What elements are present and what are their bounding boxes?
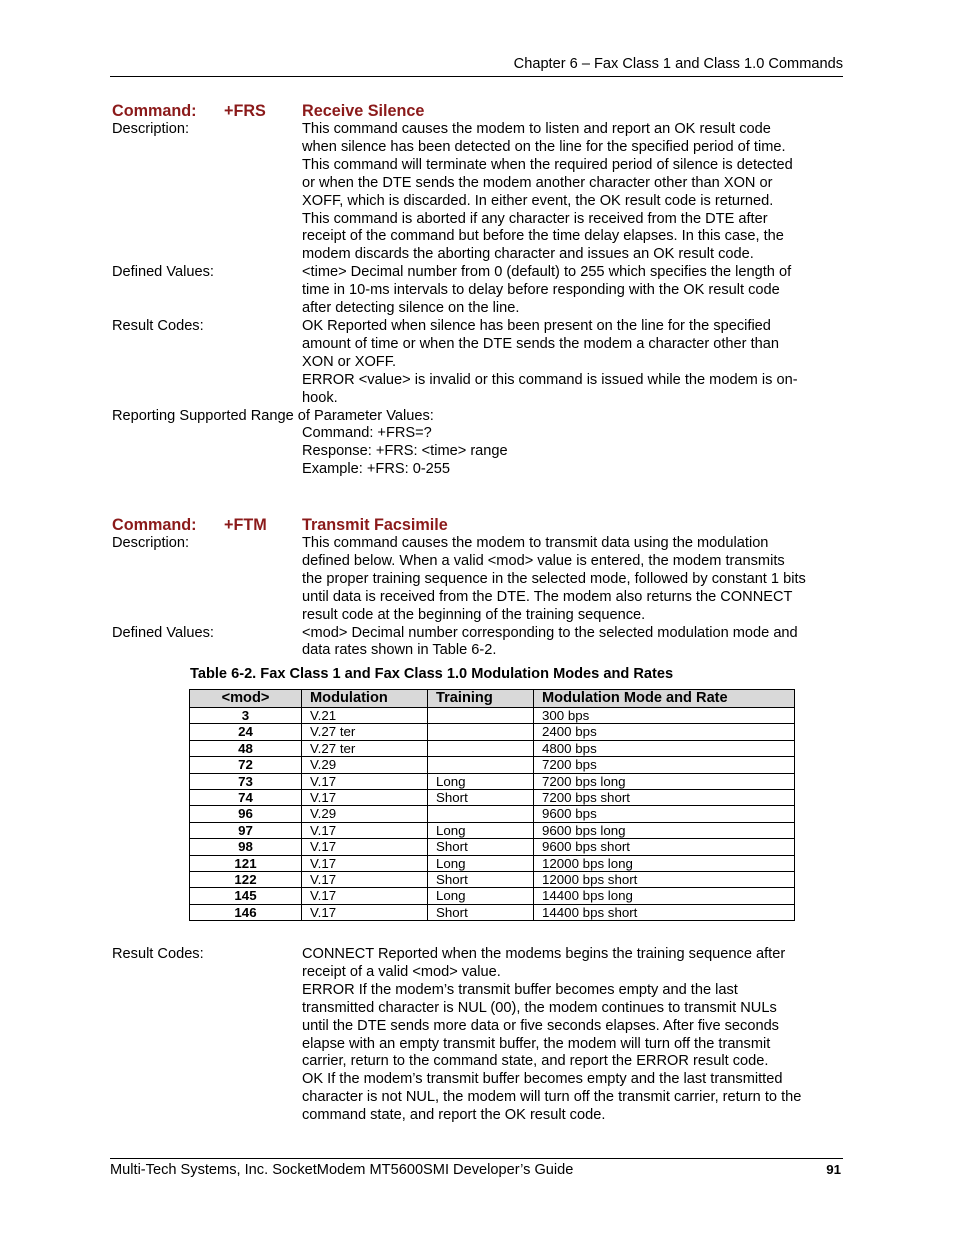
cell-training: Short [428,839,534,855]
cell-mod: 24 [190,724,302,740]
result-codes-row [112,946,844,1125]
text-line: until the DTE sends more data or five seconds elapses. After five seconds [302,1017,779,1034]
text-line: character is not NUL, the modem will turn off the transmit carrier, return to the [302,1089,802,1106]
text-line: receipt of a valid <mod> value. [302,963,501,980]
text-line: This command causes the modem to transmit data using the modulation [302,535,769,551]
column-header-modulation: Modulation [302,690,428,708]
text-line: command state, and report the OK result code. [302,1107,606,1124]
text-line: OK If the modem’s transmit buffer becomes empty and the last transmitted [302,1071,783,1088]
cell-training [428,757,534,773]
cell-modulation: V.29 [302,806,428,822]
table-caption: Table 6-2. Fax Class 1 and Fax Class 1.0 Modulation Modes and Rates [190,666,674,682]
cell-training [428,806,534,822]
text-line: <time> Decimal number from 0 (default) to 255 which specifies the length of [302,264,792,281]
page-footer [110,1158,843,1179]
description-row [112,121,844,264]
table-row [190,904,795,920]
cell-mod: 146 [190,904,302,920]
ftm-result-codes-section [112,946,844,1125]
cell-mode-rate: 9600 bps long [534,822,795,838]
text-line: hook. [302,389,338,406]
cell-mode-rate: 7200 bps long [534,773,795,789]
table-row [190,724,795,740]
text-line: Command: +FRS=? [302,425,432,442]
cell-training: Long [428,773,534,789]
text-line: amount of time or when the DTE sends the modem a character other than [302,335,779,352]
text-line: carrier, return to the command state, and report the ERROR result code. [302,1053,769,1070]
table-row [190,872,795,888]
cell-mode-rate: 2400 bps [534,724,795,740]
description-text [302,535,844,625]
text-line: modem discards the aborting character and issues an OK result code. [302,246,754,263]
cell-mod: 74 [190,790,302,806]
table-row [190,757,795,773]
cell-modulation: V.17 [302,904,428,920]
text-line: time in 10-ms intervals to delay before responding with the OK result code [302,282,780,299]
cell-mode-rate: 7200 bps [534,757,795,773]
text-line: the proper training sequence in the selected mode, followed by constant 1 bits [302,570,806,587]
cell-mode-rate: 14400 bps long [534,888,795,904]
result-codes-row [112,318,844,408]
table-row [190,822,795,838]
text-line: ERROR <value> is invalid or this command is issued while the modem is on- [302,371,798,388]
text-line: ERROR If the modem’s transmit buffer becomes empty and the last [302,981,738,998]
defined-values-text [302,625,844,661]
text-line: defined below. When a valid <mod> value is entered, the modem transmits [302,552,785,569]
cell-modulation: V.27 ter [302,740,428,756]
cell-training [428,724,534,740]
table-row [190,806,795,822]
text-line: <mod> Decimal number corresponding to the selected modulation mode and [302,624,798,641]
text-line: until data is received from the DTE. The modem also returns the CONNECT [302,588,793,605]
reporting-label: Reporting Supported Range of Parameter Values: [112,407,434,424]
cell-training: Short [428,790,534,806]
table-row [190,888,795,904]
modulation-table [189,689,795,921]
cell-mod: 97 [190,822,302,838]
cell-mode-rate: 9600 bps [534,806,795,822]
text-line: receipt of the command but before the time delay elapses. In this case, the [302,228,784,245]
result-codes-label: Result Codes: [112,946,204,962]
defined-values-label: Defined Values: [112,264,214,281]
cell-mode-rate: 12000 bps short [534,872,795,888]
cell-training [428,740,534,756]
cell-modulation: V.17 [302,888,428,904]
page-number: 91 [826,1162,841,1177]
command-ftm-section [112,515,844,660]
command-code: +FRS [224,102,266,120]
text-line: or when the DTE sends the modem another character other than XON or [302,174,773,191]
command-code: +FTM [224,516,267,534]
description-row [112,535,844,625]
column-header-training: Training [428,690,534,708]
text-line: This command is aborted if any character is received from the DTE after [302,210,768,227]
text-line: This command causes the modem to listen and report an OK result code [302,121,771,137]
cell-mod: 72 [190,757,302,773]
result-codes-label: Result Codes: [112,317,204,334]
command-label: Command: [112,102,197,120]
command-title: Receive Silence [302,102,425,120]
cell-mod: 122 [190,872,302,888]
cell-training: Long [428,855,534,871]
text-line: when silence has been detected on the line for the specified period of time. [302,138,786,155]
cell-mod: 145 [190,888,302,904]
cell-modulation: V.17 [302,790,428,806]
cell-modulation: V.17 [302,822,428,838]
cell-mode-rate: 12000 bps long [534,855,795,871]
cell-mode-rate: 14400 bps short [534,904,795,920]
cell-training: Long [428,888,534,904]
footer-title: Multi-Tech Systems, Inc. SocketModem MT5600SMI Developer’s Guide [110,1162,574,1178]
command-frs-section [112,101,844,479]
defined-values-row [112,264,844,318]
text-line: Example: +FRS: 0-255 [302,461,451,478]
defined-values-text [302,264,844,318]
cell-mod: 3 [190,708,302,724]
cell-modulation: V.17 [302,839,428,855]
command-heading [112,101,844,121]
description-label: Description: [112,535,190,551]
cell-mode-rate: 4800 bps [534,740,795,756]
table-header-row [190,690,795,708]
table-row [190,773,795,789]
cell-training: Short [428,904,534,920]
command-title: Transmit Facsimile [302,516,448,534]
page-header [110,54,843,77]
cell-mode-rate: 7200 bps short [534,790,795,806]
cell-training [428,708,534,724]
cell-mod: 48 [190,740,302,756]
text-line: after detecting silence on the line. [302,300,520,317]
text-line: OK Reported when silence has been present on the line for the specified [302,317,771,334]
reporting-text [112,425,844,479]
text-line: XOFF, which is discarded. In either event, the OK result code is returned. [302,192,774,209]
cell-mod: 96 [190,806,302,822]
defined-values-label: Defined Values: [112,624,214,641]
text-line: transmitted character is NUL (00), the modem continues to transmit NULs [302,999,777,1016]
result-codes-text [302,318,844,408]
cell-mod: 98 [190,839,302,855]
description-label: Description: [112,121,190,137]
text-line: XON or XOFF. [302,353,397,370]
cell-modulation: V.17 [302,773,428,789]
text-line: elapse with an empty transmit buffer, the modem will turn off the transmit [302,1035,771,1052]
table-row [190,855,795,871]
text-line: Response: +FRS: <time> range [302,443,508,460]
column-header-mode-rate: Modulation Mode and Rate [534,690,795,708]
text-line: result code at the beginning of the training sequence. [302,606,646,623]
description-text [302,121,844,264]
command-heading [112,515,844,535]
defined-values-row [112,625,844,661]
cell-modulation: V.17 [302,872,428,888]
cell-modulation: V.29 [302,757,428,773]
text-line: This command will terminate when the required period of silence is detected [302,156,793,173]
table-row [190,740,795,756]
cell-modulation: V.17 [302,855,428,871]
text-line: data rates shown in Table 6-2. [302,642,497,659]
result-codes-text [302,946,844,1125]
column-header-mod: <mod> [190,690,302,708]
cell-modulation: V.21 [302,708,428,724]
cell-mod: 73 [190,773,302,789]
cell-training: Short [428,872,534,888]
cell-mode-rate: 9600 bps short [534,839,795,855]
table-row [190,839,795,855]
command-label: Command: [112,516,197,534]
table-row [190,708,795,724]
cell-mode-rate: 300 bps [534,708,795,724]
cell-modulation: V.27 ter [302,724,428,740]
text-line: CONNECT Reported when the modems begins the training sequence after [302,946,786,962]
table-row [190,790,795,806]
cell-mod: 121 [190,855,302,871]
cell-training: Long [428,822,534,838]
chapter-title: Chapter 6 – Fax Class 1 and Class 1.0 Commands [513,56,843,72]
